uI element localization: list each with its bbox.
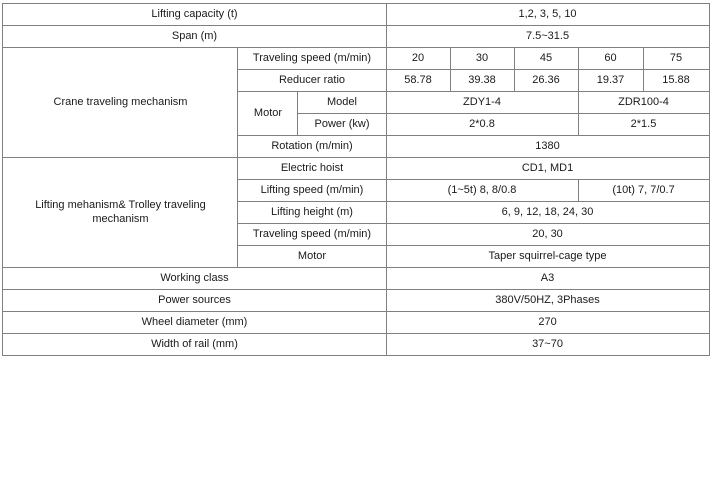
crane-traveling-speed-value-2: 30 [450, 48, 514, 70]
reducer-ratio-value-2: 39.38 [450, 70, 514, 92]
crane-rotation-label: Rotation (m/min) [238, 136, 386, 158]
crane-traveling-mechanism-label: Crane traveling mechanism [3, 48, 238, 158]
electric-hoist-label: Electric hoist [238, 158, 386, 180]
lifting-capacity-label: Lifting capacity (t) [3, 4, 386, 26]
table-row [3, 158, 709, 180]
crane-rotation-value: 1380 [386, 136, 709, 158]
table-row [3, 290, 709, 312]
width-of-rail-label: Width of rail (mm) [3, 334, 386, 356]
lifting-height-value: 6, 9, 12, 18, 24, 30 [386, 202, 709, 224]
crane-traveling-speed-value-4: 60 [578, 48, 643, 70]
crane-motor-power-value-2: 2*1.5 [578, 114, 709, 136]
wheel-diameter-value: 270 [386, 312, 709, 334]
reducer-ratio-label: Reducer ratio [238, 70, 386, 92]
specification-table [2, 3, 709, 356]
power-sources-value: 380V/50HZ, 3Phases [386, 290, 709, 312]
lifting-speed-value-2: (10t) 7, 7/0.7 [578, 180, 709, 202]
reducer-ratio-value-4: 19.37 [578, 70, 643, 92]
lifting-speed-label: Lifting speed (m/min) [238, 180, 386, 202]
span-value: 7.5~31.5 [386, 26, 709, 48]
lifting-speed-value-1: (1~5t) 8, 8/0.8 [386, 180, 578, 202]
trolley-traveling-speed-value: 20, 30 [386, 224, 709, 246]
electric-hoist-value: CD1, MD1 [386, 158, 709, 180]
reducer-ratio-value-1: 58.78 [386, 70, 450, 92]
crane-traveling-speed-value-1: 20 [386, 48, 450, 70]
crane-traveling-speed-label: Traveling speed (m/min) [238, 48, 386, 70]
table-row [3, 268, 709, 290]
working-class-value: A3 [386, 268, 709, 290]
crane-motor-model-label: Model [298, 92, 386, 114]
table-row [3, 26, 709, 48]
working-class-label: Working class [3, 268, 386, 290]
table-row [3, 4, 709, 26]
trolley-motor-label: Motor [238, 246, 386, 268]
reducer-ratio-value-3: 26.36 [514, 70, 578, 92]
lifting-height-label: Lifting height (m) [238, 202, 386, 224]
power-sources-label: Power sources [3, 290, 386, 312]
crane-motor-power-label: Power (kw) [298, 114, 386, 136]
crane-motor-label: Motor [238, 92, 298, 136]
crane-motor-model-value-2: ZDR100-4 [578, 92, 709, 114]
trolley-traveling-speed-label: Traveling speed (m/min) [238, 224, 386, 246]
lifting-trolley-mechanism-label: Lifting mehanism& Trolley traveling mechanism [3, 158, 238, 268]
reducer-ratio-value-5: 15.88 [643, 70, 709, 92]
span-label: Span (m) [3, 26, 386, 48]
table-row [3, 334, 709, 356]
crane-traveling-speed-value-3: 45 [514, 48, 578, 70]
width-of-rail-value: 37~70 [386, 334, 709, 356]
crane-motor-model-value-1: ZDY1-4 [386, 92, 578, 114]
crane-traveling-speed-value-5: 75 [643, 48, 709, 70]
trolley-motor-value: Taper squirrel-cage type [386, 246, 709, 268]
wheel-diameter-label: Wheel diameter (mm) [3, 312, 386, 334]
table-row [3, 312, 709, 334]
table-row [3, 48, 709, 70]
lifting-capacity-value: 1,2, 3, 5, 10 [386, 4, 709, 26]
crane-motor-power-value-1: 2*0.8 [386, 114, 578, 136]
